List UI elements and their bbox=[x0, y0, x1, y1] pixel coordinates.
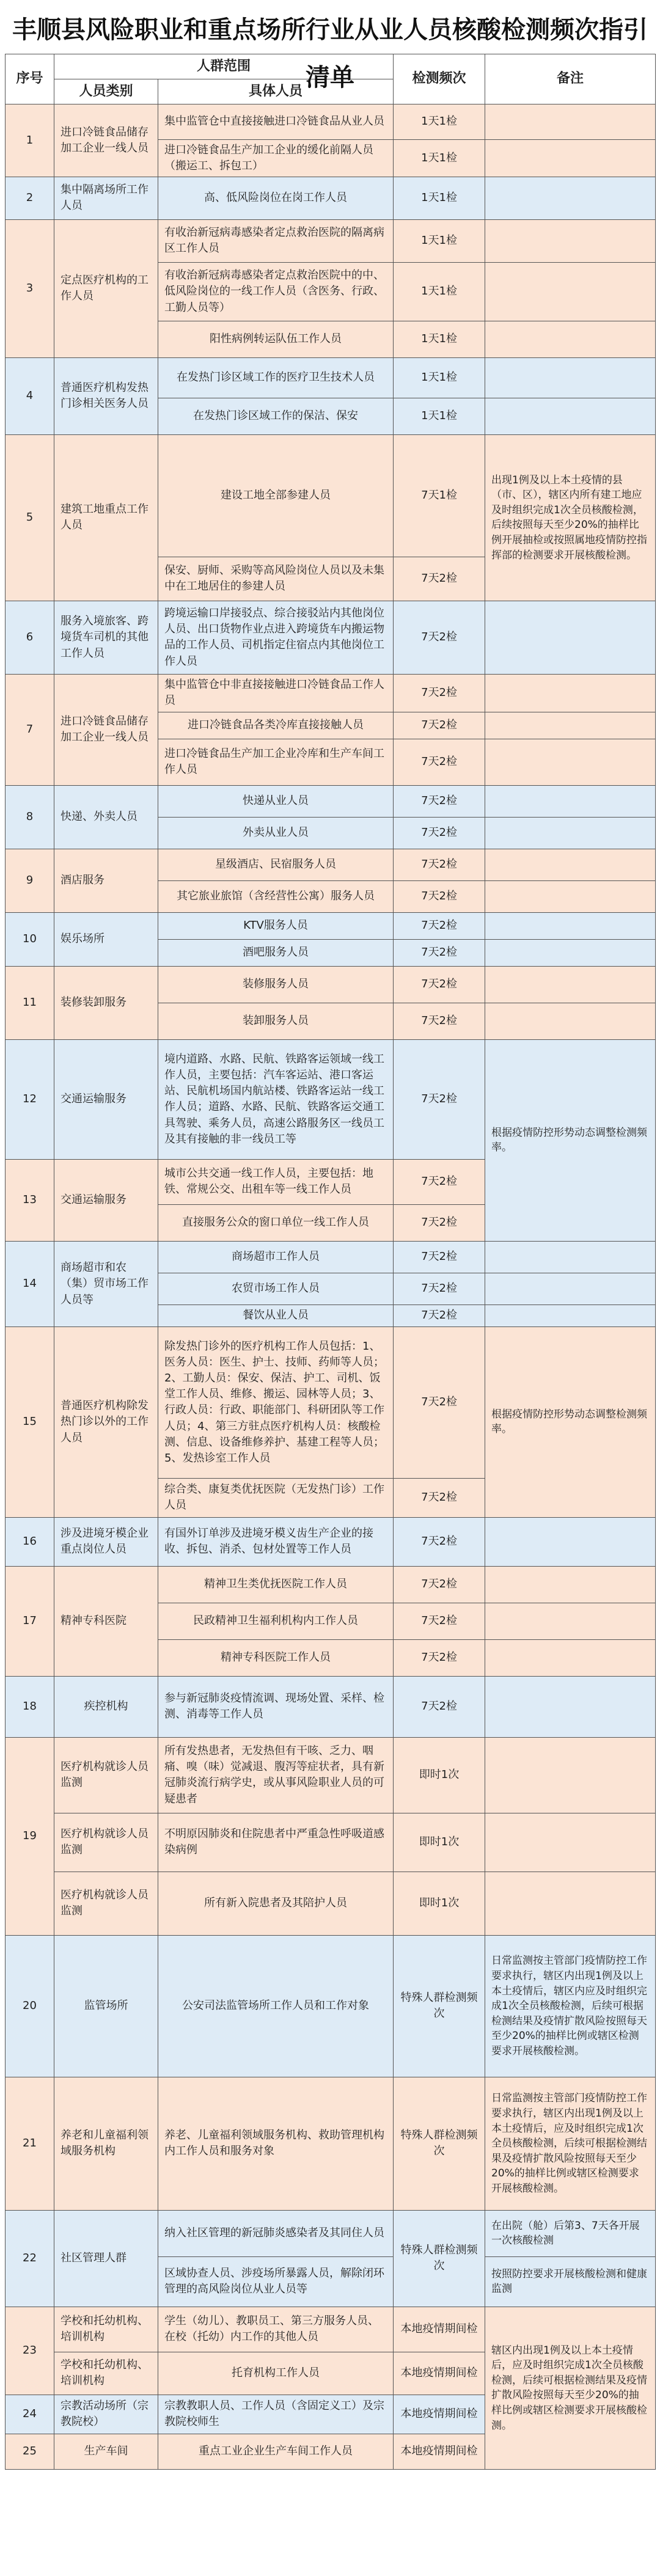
note-cell bbox=[485, 219, 656, 262]
frequency-cell: 7天2检 bbox=[394, 1326, 485, 1478]
frequency-cell: 7天2检 bbox=[394, 1304, 485, 1326]
table-row bbox=[6, 104, 656, 139]
note-cell bbox=[485, 1872, 656, 1935]
row-number: 17 bbox=[6, 1566, 54, 1676]
persons-cell: 精神专科医院工作人员 bbox=[158, 1639, 394, 1676]
frequency-cell: 本地疫情期间检 bbox=[394, 2352, 485, 2395]
frequency-cell: 1天1检 bbox=[394, 262, 485, 321]
frequency-cell: 7天2检 bbox=[394, 1159, 485, 1204]
page-title: 丰顺县风险职业和重点场所行业从业人员核酸检测频次指引清单 bbox=[12, 16, 648, 92]
row-number: 3 bbox=[6, 219, 54, 357]
frequency-cell: 1天1检 bbox=[394, 139, 485, 177]
note-cell bbox=[485, 1737, 656, 1813]
note-cell bbox=[485, 939, 656, 966]
table-row bbox=[6, 1039, 656, 1159]
persons-cell: 装卸服务人员 bbox=[158, 1003, 394, 1039]
frequency-cell: 7天2检 bbox=[394, 1639, 485, 1676]
note-cell bbox=[485, 177, 656, 219]
category-cell: 疾控机构 bbox=[54, 1676, 158, 1737]
persons-cell: 重点工业企业生产车间工作人员 bbox=[158, 2434, 394, 2469]
persons-cell: 纳入社区管理的新冠肺炎感染者及其同住人员 bbox=[158, 2210, 394, 2256]
note-cell bbox=[485, 262, 656, 321]
header-category: 人员类别 bbox=[54, 79, 158, 104]
note-cell bbox=[485, 739, 656, 785]
row-number: 22 bbox=[6, 2210, 54, 2307]
persons-cell: 直接服务公众的窗口单位一线工作人员 bbox=[158, 1204, 394, 1241]
frequency-cell: 1天1检 bbox=[394, 321, 485, 357]
note-cell bbox=[485, 785, 656, 817]
persons-cell: 养老、儿童福利领域服务机构、救助管理机构内工作人员和服务对象 bbox=[158, 2077, 394, 2210]
category-cell: 娱乐场所 bbox=[54, 912, 158, 966]
header-note: 备注 bbox=[485, 54, 656, 104]
note-cell: 日常监测按主管部门疫情防控工作要求执行，辖区内出现1例及以上本土疫情后，辖区内应及时组织完成1次全员核酸检测，后续可根据检测结果及疫情扩散风险按照每天至少20%的抽样比例或辖区检测要求开展核酸检测。 bbox=[485, 1935, 656, 2077]
row-number: 16 bbox=[6, 1517, 54, 1566]
frequency-cell: 1天1检 bbox=[394, 398, 485, 434]
table-row bbox=[6, 1813, 656, 1872]
category-cell: 普通医疗机构除发热门诊以外的工作人员 bbox=[54, 1326, 158, 1517]
frequency-cell: 7天1检 bbox=[394, 434, 485, 557]
category-cell: 医疗机构就诊人员监测 bbox=[54, 1813, 158, 1872]
frequency-cell: 本地疫情期间检 bbox=[394, 2434, 485, 2469]
table-row bbox=[6, 1872, 656, 1935]
row-number: 25 bbox=[6, 2434, 54, 2469]
frequency-cell: 7天2检 bbox=[394, 1478, 485, 1517]
table-row bbox=[6, 2307, 656, 2352]
persons-cell: 集中监管仓中非直接接触进口冷链食品工作人员 bbox=[158, 674, 394, 712]
frequency-cell: 7天2检 bbox=[394, 912, 485, 939]
persons-cell: 不明原因肺炎和住院患者中严重急性呼吸道感染病例 bbox=[158, 1813, 394, 1872]
frequency-cell: 特殊人群检测频次 bbox=[394, 2077, 485, 2210]
row-number: 4 bbox=[6, 357, 54, 434]
frequency-cell: 1天1检 bbox=[394, 357, 485, 398]
frequency-cell: 7天2检 bbox=[394, 785, 485, 817]
persons-cell: 在发热门诊区域工作的医疗卫生技术人员 bbox=[158, 357, 394, 398]
persons-cell: 区域协查人员、涉疫场所暴露人员，解除闭环管理的高风险岗位从业人员等 bbox=[158, 2256, 394, 2307]
note-cell: 日常监测按主管部门疫情防控工作要求执行，辖区内出现1例及以上本土疫情后，应及时组织完成1次全员核酸检测，后续可根据检测结果及疫情扩散风险按照每天至少20%的抽样比例或辖区检测要求开展核酸检测。 bbox=[485, 2077, 656, 2210]
category-cell: 商场超市和农（集）贸市场工作人员等 bbox=[54, 1241, 158, 1326]
persons-cell: 集中监管仓中直接接触进口冷链食品从业人员 bbox=[158, 104, 394, 139]
category-cell: 装修装卸服务 bbox=[54, 966, 158, 1039]
persons-cell: 宗教教职人员、工作人员（含固定义工）及宗教院校师生 bbox=[158, 2395, 394, 2434]
table-row bbox=[6, 2210, 656, 2256]
frequency-cell: 7天2检 bbox=[394, 1676, 485, 1737]
table-row bbox=[6, 1676, 656, 1737]
row-number: 14 bbox=[6, 1241, 54, 1326]
row-number: 20 bbox=[6, 1935, 54, 2077]
category-cell: 进口冷链食品储存加工企业一线人员 bbox=[54, 104, 158, 177]
header-no: 序号 bbox=[6, 54, 54, 104]
persons-cell: 商场超市工作人员 bbox=[158, 1241, 394, 1273]
persons-cell: 进口冷链食品生产加工企业冷库和生产车间工作人员 bbox=[158, 739, 394, 785]
header-scope: 人群范围 bbox=[54, 54, 394, 79]
row-number: 8 bbox=[6, 785, 54, 849]
frequency-cell: 7天2检 bbox=[394, 1273, 485, 1304]
table-row bbox=[6, 966, 656, 1003]
persons-cell: 保安、厨师、采购等高风险岗位人员以及未集中在工地居住的参建人员 bbox=[158, 557, 394, 601]
note-cell bbox=[485, 966, 656, 1003]
category-cell: 普通医疗机构发热门诊相关医务人员 bbox=[54, 357, 158, 434]
table-row bbox=[6, 849, 656, 880]
persons-cell: 所有发热患者，无发热但有干咳、乏力、咽痛、嗅（味）觉减退、腹泻等症状者，具有新冠肺炎流行病学史，或从事风险职业人员的可疑患者 bbox=[158, 1737, 394, 1813]
frequency-cell: 本地疫情期间检 bbox=[394, 2395, 485, 2434]
frequency-cell: 7天2检 bbox=[394, 1241, 485, 1273]
category-cell: 集中隔离场所工作人员 bbox=[54, 177, 158, 219]
row-number: 13 bbox=[6, 1159, 54, 1241]
persons-cell: KTV服务人员 bbox=[158, 912, 394, 939]
frequency-cell: 7天2检 bbox=[394, 939, 485, 966]
table-row bbox=[6, 177, 656, 219]
note-cell: 按照防控要求开展核酸检测和健康监测 bbox=[485, 2256, 656, 2307]
frequency-cell: 7天2检 bbox=[394, 739, 485, 785]
persons-cell: 餐饮从业人员 bbox=[158, 1304, 394, 1326]
table-row bbox=[6, 1326, 656, 1478]
note-cell bbox=[485, 1676, 656, 1737]
table-row bbox=[6, 1517, 656, 1566]
category-cell: 精神专科医院 bbox=[54, 1566, 158, 1676]
frequency-cell: 7天2检 bbox=[394, 601, 485, 674]
category-cell: 医疗机构就诊人员监测 bbox=[54, 1872, 158, 1935]
note-cell bbox=[485, 1273, 656, 1304]
row-number: 2 bbox=[6, 177, 54, 219]
persons-cell: 学生（幼儿）、教职员工、第三方服务人员、在校（托幼）内工作的其他人员 bbox=[158, 2307, 394, 2352]
category-cell: 酒店服务 bbox=[54, 849, 158, 912]
category-cell: 进口冷链食品储存加工企业一线人员 bbox=[54, 674, 158, 785]
category-cell: 养老和儿童福利领域服务机构 bbox=[54, 2077, 158, 2210]
table-row bbox=[6, 1241, 656, 1273]
note-cell bbox=[485, 1517, 656, 1566]
persons-cell: 所有新入院患者及其陪护人员 bbox=[158, 1872, 394, 1935]
persons-cell: 外卖从业人员 bbox=[158, 817, 394, 849]
note-cell bbox=[485, 912, 656, 939]
category-cell: 交通运输服务 bbox=[54, 1159, 158, 1241]
frequency-cell: 即时1次 bbox=[394, 1737, 485, 1813]
category-cell: 交通运输服务 bbox=[54, 1039, 158, 1159]
persons-cell: 高、低风险岗位在岗工作人员 bbox=[158, 177, 394, 219]
frequency-cell: 7天2检 bbox=[394, 557, 485, 601]
category-cell: 涉及进境牙模企业重点岗位人员 bbox=[54, 1517, 158, 1566]
table-row bbox=[6, 601, 656, 674]
frequency-cell: 1天1检 bbox=[394, 219, 485, 262]
note-cell bbox=[485, 1304, 656, 1326]
frequency-cell: 7天2检 bbox=[394, 849, 485, 880]
persons-cell: 境内道路、水路、民航、铁路客运领域一线工作人员，主要包括：汽车客运站、港口客运站、民航机场国内航站楼、铁路客运站一线工作人员；道路、水路、民航、铁路客运交通工具驾驶、乘务人员，高速公路服务区一线员工及其有接触的非一线员工等 bbox=[158, 1039, 394, 1159]
frequency-cell: 即时1次 bbox=[394, 1813, 485, 1872]
persons-cell: 有国外订单涉及进境牙模义齿生产企业的接收、拆包、消杀、包材处置等工作人员 bbox=[158, 1517, 394, 1566]
note-cell: 根据疫情防控形势动态调整检测频率。 bbox=[485, 1326, 656, 1517]
frequency-cell: 7天2检 bbox=[394, 674, 485, 712]
frequency-cell: 7天2检 bbox=[394, 817, 485, 849]
frequency-cell: 7天2检 bbox=[394, 712, 485, 739]
row-number: 11 bbox=[6, 966, 54, 1039]
note-cell: 在出院（舱）后第3、7天各开展一次核酸检测 bbox=[485, 2210, 656, 2256]
note-cell bbox=[485, 712, 656, 739]
frequency-cell: 即时1次 bbox=[394, 1872, 485, 1935]
persons-cell: 精神卫生类优抚医院工作人员 bbox=[158, 1566, 394, 1603]
header-frequency: 检测频次 bbox=[394, 54, 485, 104]
persons-cell: 酒吧服务人员 bbox=[158, 939, 394, 966]
frequency-cell: 7天2检 bbox=[394, 1039, 485, 1159]
frequency-cell: 7天2检 bbox=[394, 966, 485, 1003]
note-cell bbox=[485, 849, 656, 880]
table-row bbox=[6, 785, 656, 817]
category-cell: 宗教活动场所（宗教院校） bbox=[54, 2395, 158, 2434]
row-number: 7 bbox=[6, 674, 54, 785]
persons-cell: 农贸市场工作人员 bbox=[158, 1273, 394, 1304]
persons-cell: 星级酒店、民宿服务人员 bbox=[158, 849, 394, 880]
persons-cell: 公安司法监管场所工作人员和工作对象 bbox=[158, 1935, 394, 2077]
note-cell bbox=[485, 601, 656, 674]
note-cell bbox=[485, 321, 656, 357]
row-number: 18 bbox=[6, 1676, 54, 1737]
category-cell: 学校和托幼机构、培训机构 bbox=[54, 2352, 158, 2395]
persons-cell: 托育机构工作人员 bbox=[158, 2352, 394, 2395]
note-cell bbox=[485, 1813, 656, 1872]
persons-cell: 综合类、康复类优抚医院（无发热门诊）工作人员 bbox=[158, 1478, 394, 1517]
table-row bbox=[6, 434, 656, 557]
frequency-cell: 1天1检 bbox=[394, 104, 485, 139]
persons-cell: 进口冷链食品生产加工企业的缓化前隔人员（搬运工、拆包工） bbox=[158, 139, 394, 177]
note-cell bbox=[485, 1639, 656, 1676]
frequency-cell: 7天2检 bbox=[394, 1003, 485, 1039]
table-body bbox=[6, 104, 656, 2469]
persons-cell: 快递从业人员 bbox=[158, 785, 394, 817]
note-cell bbox=[485, 104, 656, 139]
persons-cell: 建设工地全部参建人员 bbox=[158, 434, 394, 557]
persons-cell: 民政精神卫生福利机构内工作人员 bbox=[158, 1603, 394, 1639]
frequency-cell: 7天2检 bbox=[394, 1204, 485, 1241]
persons-cell: 阳性病例转运队伍工作人员 bbox=[158, 321, 394, 357]
persons-cell: 除发热门诊外的医疗机构工作人员包括：1、医务人员：医生、护士、技师、药师等人员；2、工勤人员：保安、保洁、护工、司机、饭堂工作人员、维修、搬运、园林等人员；3、行政人员：行政、职能部门、科研团队等工作人员；4、第三方驻点医疗机构人员：核酸检测、信息、设备维修养护、基建工程等人员；5、发热诊室工作人员 bbox=[158, 1326, 394, 1478]
category-cell: 服务入境旅客、跨境货车司机的其他工作人员 bbox=[54, 601, 158, 674]
category-cell: 监管场所 bbox=[54, 1935, 158, 2077]
note-cell bbox=[485, 1566, 656, 1603]
note-cell: 出现1例及以上本土疫情的县（市、区），辖区内所有建工地应及时组织完成1次全员核酸检测，后续按照每天至少20%的抽样比例开展抽检或按照属地疫情防控指挥部的检测要求开展核酸检测。 bbox=[485, 434, 656, 601]
table-row bbox=[6, 1566, 656, 1603]
note-cell bbox=[485, 357, 656, 398]
frequency-cell: 7天2检 bbox=[394, 1603, 485, 1639]
frequency-cell: 7天2检 bbox=[394, 1566, 485, 1603]
note-cell bbox=[485, 880, 656, 912]
row-number: 15 bbox=[6, 1326, 54, 1517]
persons-cell: 城市公共交通一线工作人员，主要包括：地铁、常规公交、出租车等一线工作人员 bbox=[158, 1159, 394, 1204]
persons-cell: 跨境运输口岸接驳点、综合接驳站内其他岗位人员、出口货物作业点进入跨境货车内搬运物品的工作人员、司机指定住宿点内其他岗位工作人员 bbox=[158, 601, 394, 674]
persons-cell: 进口冷链食品各类冷库直接接触人员 bbox=[158, 712, 394, 739]
note-cell bbox=[485, 398, 656, 434]
table-row bbox=[6, 357, 656, 398]
category-cell: 学校和托幼机构、培训机构 bbox=[54, 2307, 158, 2352]
note-cell bbox=[485, 1241, 656, 1273]
row-number: 6 bbox=[6, 601, 54, 674]
row-number: 19 bbox=[6, 1737, 54, 1935]
header-persons: 具体人员 bbox=[158, 79, 394, 104]
category-cell: 医疗机构就诊人员监测 bbox=[54, 1737, 158, 1813]
category-cell: 生产车间 bbox=[54, 2434, 158, 2469]
row-number: 12 bbox=[6, 1039, 54, 1159]
row-number: 23 bbox=[6, 2307, 54, 2395]
table-row bbox=[6, 912, 656, 939]
category-cell: 建筑工地重点工作人员 bbox=[54, 434, 158, 601]
row-number: 9 bbox=[6, 849, 54, 912]
note-cell bbox=[485, 1003, 656, 1039]
note-cell: 辖区内出现1例及以上本土疫情后，应及时组织完成1次全员核酸检测，后续可根据检测结果及疫情扩散风险按照每天至少20%的抽样比例或辖区检测要求开展核酸检测。 bbox=[485, 2307, 656, 2469]
table-row bbox=[6, 1935, 656, 2077]
table-row bbox=[6, 1737, 656, 1813]
persons-cell: 其它旅业旅馆（含经营性公寓）服务人员 bbox=[158, 880, 394, 912]
row-number: 21 bbox=[6, 2077, 54, 2210]
persons-cell: 装修服务人员 bbox=[158, 966, 394, 1003]
persons-cell: 参与新冠肺炎疫情流调、现场处置、采样、检测、消毒等工作人员 bbox=[158, 1676, 394, 1737]
table-row bbox=[6, 219, 656, 262]
persons-cell: 有收治新冠病毒感染者定点救治医院的隔离病区工作人员 bbox=[158, 219, 394, 262]
frequency-cell: 7天2检 bbox=[394, 1517, 485, 1566]
frequency-cell: 7天2检 bbox=[394, 880, 485, 912]
note-cell bbox=[485, 1603, 656, 1639]
frequency-table bbox=[5, 54, 656, 2470]
category-cell: 社区管理人群 bbox=[54, 2210, 158, 2307]
frequency-cell: 特殊人群检测频次 bbox=[394, 2210, 485, 2307]
note-cell bbox=[485, 139, 656, 177]
category-cell: 快递、外卖人员 bbox=[54, 785, 158, 849]
frequency-cell: 本地疫情期间检 bbox=[394, 2307, 485, 2352]
row-number: 1 bbox=[6, 104, 54, 177]
row-number: 24 bbox=[6, 2395, 54, 2434]
persons-cell: 有收治新冠病毒感染者定点救治医院中的中、低风险岗位的一线工作人员（含医务、行政、工勤人员等） bbox=[158, 262, 394, 321]
category-cell: 定点医疗机构的工作人员 bbox=[54, 219, 158, 357]
note-cell: 根据疫情防控形势动态调整检测频率。 bbox=[485, 1039, 656, 1241]
note-cell bbox=[485, 674, 656, 712]
table-row bbox=[6, 2077, 656, 2210]
persons-cell: 在发热门诊区域工作的保洁、保安 bbox=[158, 398, 394, 434]
row-number: 10 bbox=[6, 912, 54, 966]
table-row bbox=[6, 674, 656, 712]
frequency-cell: 特殊人群检测频次 bbox=[394, 1935, 485, 2077]
frequency-cell: 1天1检 bbox=[394, 177, 485, 219]
note-cell bbox=[485, 817, 656, 849]
row-number: 5 bbox=[6, 434, 54, 601]
